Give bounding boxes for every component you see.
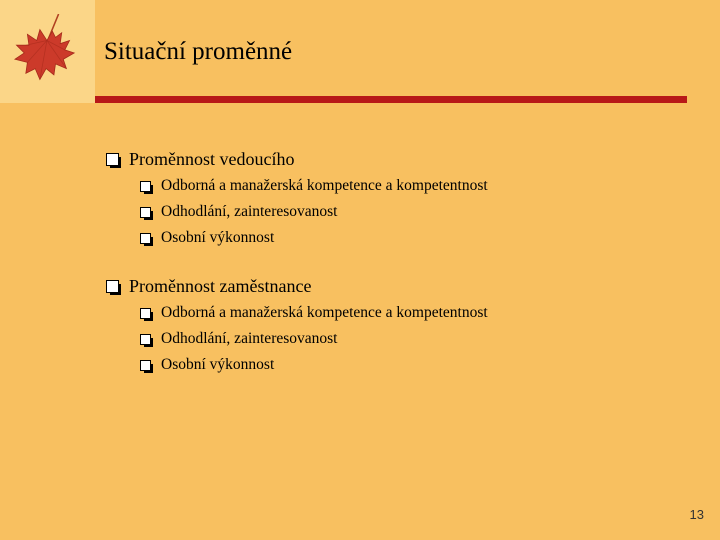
list-item-text: Osobní výkonnost [161, 229, 275, 246]
checkbox-bullet-icon [106, 280, 119, 293]
list-item [140, 329, 337, 349]
list-item [140, 355, 274, 375]
logo-panel [0, 0, 95, 103]
title-divider [95, 96, 687, 103]
checkbox-bullet-icon [106, 153, 119, 166]
page-number: 13 [689, 507, 704, 522]
checkbox-bullet-icon [140, 181, 151, 192]
section-heading-text: Proměnnost vedoucího [129, 149, 295, 169]
list-item [140, 176, 488, 196]
slide-title: Situační proměnné [104, 38, 293, 65]
section-heading [106, 148, 294, 170]
section-heading-text: Proměnnost zaměstnance [129, 276, 312, 296]
checkbox-bullet-icon [140, 334, 151, 345]
list-item [140, 303, 488, 323]
checkbox-bullet-icon [140, 308, 151, 319]
list-item-text: Odhodlání, zainteresovanost [161, 330, 338, 347]
checkbox-bullet-icon [140, 360, 151, 371]
section-heading [106, 275, 311, 297]
checkbox-bullet-icon [140, 233, 151, 244]
list-item-text: Odborná a manažerská kompetence a kompetentnost [161, 177, 488, 194]
list-item-text: Odhodlání, zainteresovanost [161, 203, 338, 220]
list-item-text: Odborná a manažerská kompetence a kompetentnost [161, 304, 488, 321]
checkbox-bullet-icon [140, 207, 151, 218]
list-item [140, 228, 274, 248]
list-item-text: Osobní výkonnost [161, 356, 275, 373]
maple-leaf-icon [4, 14, 82, 92]
list-item [140, 202, 337, 222]
